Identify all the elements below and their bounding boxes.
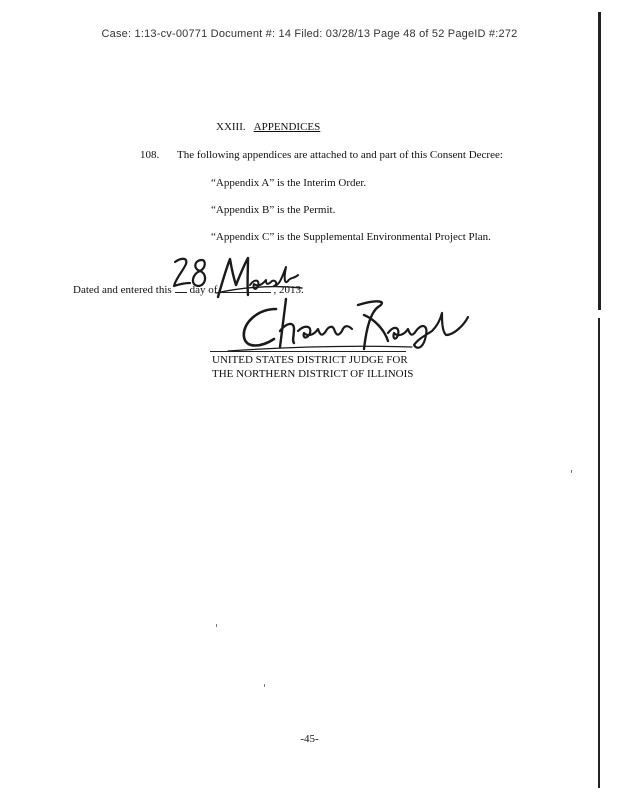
- scan-edge-mark-lower: [598, 318, 600, 788]
- year-text: , 2013.: [273, 284, 304, 296]
- judge-title-line-2: THE NORTHERN DISTRICT OF ILLINOIS: [212, 368, 414, 380]
- scan-speck: [571, 470, 572, 473]
- page-number: -45-: [300, 733, 319, 745]
- scan-speck: [216, 624, 217, 627]
- scan-speck: [264, 684, 265, 687]
- section-number: XXIII.: [216, 121, 246, 133]
- handwritten-day: [172, 256, 212, 292]
- judge-signature: [228, 295, 478, 355]
- appendix-c-line: “Appendix C” is the Supplemental Environmental Project Plan.: [211, 231, 491, 243]
- appendix-a-line: “Appendix A” is the Interim Order.: [211, 177, 367, 189]
- day-of-label: day of: [189, 284, 218, 296]
- dated-prefix: Dated and entered this: [73, 284, 172, 296]
- section-title: APPENDICES: [253, 121, 321, 133]
- day-blank: [175, 292, 187, 293]
- paragraph-text: The following appendices are attached to and part of this Consent Decree:: [177, 149, 503, 161]
- paragraph-number: 108.: [140, 149, 160, 161]
- case-header: Case: 1:13-cv-00771 Document #: 14 Filed: 03/28/13 Page 48 of 52 PageID #:272: [101, 28, 518, 40]
- handwritten-month: [214, 255, 304, 300]
- appendix-b-line: “Appendix B” is the Permit.: [211, 204, 336, 216]
- signature-line: [210, 351, 406, 352]
- section-heading: [216, 121, 320, 133]
- judge-title-line-1: UNITED STATES DISTRICT JUDGE FOR: [212, 354, 408, 366]
- scan-edge-mark: [598, 12, 601, 310]
